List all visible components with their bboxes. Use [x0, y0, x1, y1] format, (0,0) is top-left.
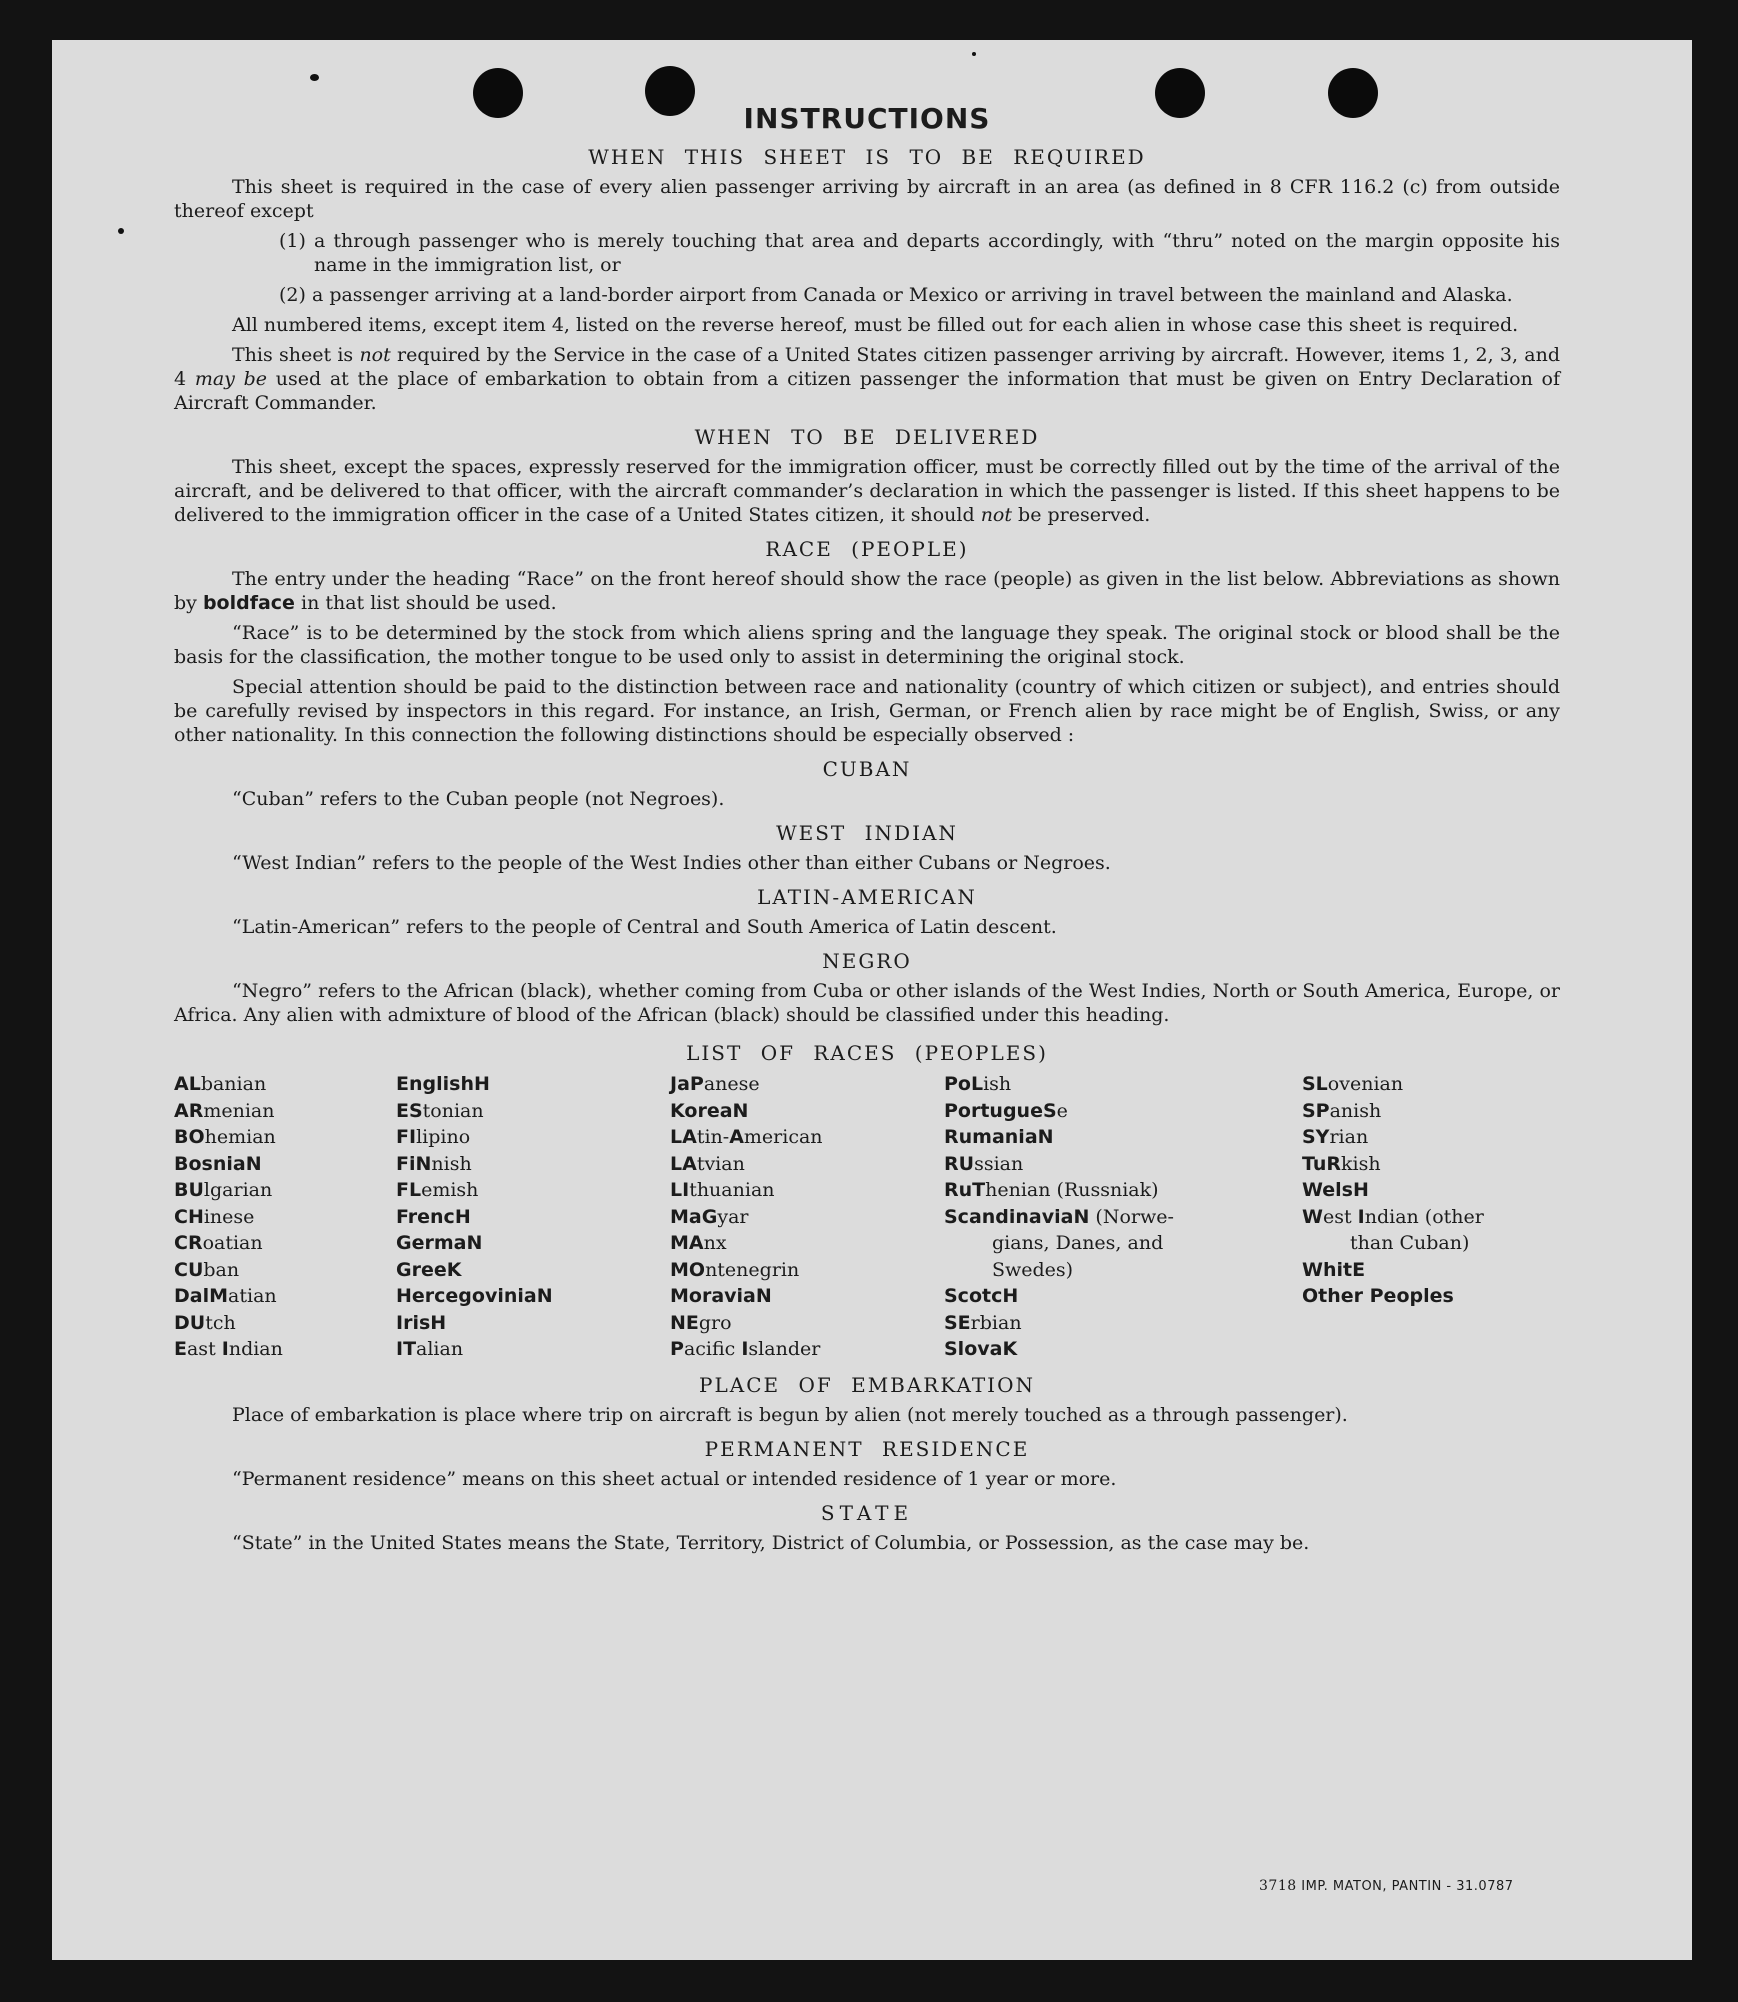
race-entry: RumaniaN	[944, 1126, 1054, 1148]
instructions-content	[174, 102, 1560, 1561]
heading-list-of-races: LIST OF RACES (PEOPLES)	[686, 1041, 1048, 1065]
race-entry: West Indian (other	[1302, 1205, 1484, 1228]
race-entry: FLemish	[396, 1179, 479, 1201]
race-entry: ScandinaviaN (Norwe-	[944, 1205, 1174, 1228]
paragraph: “Latin-American” refers to the people of Central and South America of Latin descent.	[232, 916, 1057, 938]
race-entry: DalMatian	[174, 1285, 277, 1307]
race-entry: IrisH	[396, 1311, 447, 1334]
race-entry: WelsH	[1302, 1179, 1369, 1201]
race-entry: FiNnish	[396, 1152, 472, 1175]
race-entry: DUtch	[174, 1311, 236, 1334]
paragraph: “Permanent residence” means on this sheet actual or intended residence of 1 year or more.	[232, 1467, 1117, 1490]
race-entry: FIlipino	[396, 1126, 471, 1148]
race-entry: JaPanese	[670, 1073, 760, 1095]
speck	[972, 52, 976, 56]
race-entry: East Indian	[174, 1338, 283, 1360]
race-entry: ScotcH	[944, 1285, 1019, 1307]
race-entry: ARmenian	[174, 1099, 275, 1122]
race-entry: MoraviaN	[670, 1285, 772, 1307]
race-entry: GermaN	[396, 1232, 483, 1254]
race-entry: TuRkish	[1302, 1152, 1381, 1175]
race-entry: LIthuanian	[670, 1179, 775, 1201]
heading-when-required: WHEN THIS SHEET IS TO BE REQUIRED	[588, 145, 1146, 169]
race-entry: LAtvian	[670, 1152, 745, 1175]
race-entry: BUlgarian	[174, 1179, 273, 1201]
race-column	[396, 1071, 670, 1363]
race-entry: FrencH	[396, 1205, 471, 1228]
heading-embarkation: PLACE OF EMBARKATION	[699, 1372, 1035, 1397]
page-title: INSTRUCTIONS	[743, 102, 991, 135]
race-entry: SPanish	[1302, 1099, 1382, 1122]
race-entry: NEgro	[670, 1311, 732, 1334]
paragraph: Special attention should be paid to the distinction between race and nationality (country of which citizen or subject), and entries should be carefully revised by inspectors in this regard. For instance, an Irish, German, or French alien by race might be of English, Swiss, or any other nationality. In this connection the following distinctions should be especially observed :	[174, 676, 1560, 746]
imprint-text: IMP. MATON, PANTIN - 31.0787	[1301, 1879, 1514, 1894]
race-entry: MAnx	[670, 1232, 727, 1254]
race-entry: GreeK	[396, 1258, 462, 1281]
speck	[118, 228, 124, 234]
race-entry: MOntenegrin	[670, 1258, 800, 1281]
race-entry: gians, Danes, and	[992, 1232, 1164, 1254]
race-entry: PoLish	[944, 1073, 1012, 1095]
printer-imprint	[1259, 1878, 1514, 1894]
form-number: 3718	[1259, 1878, 1297, 1894]
race-entry: HercegoviniaN	[396, 1285, 553, 1307]
heading-west-indian: WEST INDIAN	[776, 821, 958, 845]
race-entry: Pacific Islander	[670, 1338, 821, 1360]
race-entry: CHinese	[174, 1205, 255, 1228]
paragraph: “Cuban” refers to the Cuban people (not Negroes).	[232, 788, 725, 810]
paragraph: This sheet is not required by the Service in the case of a United States citizen passenger arriving by aircraft. However, items 1, 2, 3, and 4 may be used at the place of embarkation to obtain from a citizen passenger the information that must be given on Entry Declaration of Aircraft Commander.	[174, 344, 1560, 414]
race-column	[670, 1071, 944, 1363]
race-entry: SYrian	[1302, 1126, 1369, 1148]
race-entry: CRoatian	[174, 1232, 263, 1254]
race-entry: BOhemian	[174, 1126, 276, 1148]
race-entry: SLovenian	[1302, 1073, 1404, 1095]
race-list	[174, 1071, 1560, 1363]
race-entry: EStonian	[396, 1099, 484, 1122]
heading-when-delivered: WHEN TO BE DELIVERED	[694, 425, 1040, 449]
race-entry: ITalian	[396, 1338, 464, 1360]
list-item: (1) a through passenger who is merely touching that area and departs accordingly, with “thru” noted on the margin opposite his name in the immigration list, or	[279, 230, 1560, 276]
race-entry: than Cuban)	[1350, 1232, 1470, 1254]
paragraph: This sheet is required in the case of every alien passenger arriving by aircraft in an area (as defined in 8 CFR 116.2 (c) from outside thereof except	[174, 176, 1560, 222]
race-column	[1302, 1071, 1560, 1363]
speck	[310, 74, 319, 81]
heading-latin-american: LATIN-AMERICAN	[757, 885, 977, 909]
race-entry: BosniaN	[174, 1152, 262, 1175]
race-entry: EnglishH	[396, 1073, 490, 1095]
race-entry: RUssian	[944, 1152, 1024, 1175]
race-entry: SErbian	[944, 1311, 1022, 1334]
race-entry: Swedes)	[992, 1258, 1074, 1281]
paragraph: “State” in the United States means the State, Territory, District of Columbia, or Possession, as the case may be.	[232, 1531, 1310, 1554]
paragraph: The entry under the heading “Race” on the front hereof should show the race (people) as given in the list below. Abbreviations as shown by boldface in that list should be used.	[174, 568, 1560, 614]
race-entry: ALbanian	[174, 1073, 267, 1095]
race-entry: LAtin-American	[670, 1126, 823, 1148]
heading-state: STATE	[820, 1500, 914, 1525]
paragraph: Place of embarkation is place where trip on aircraft is begun by alien (not merely touched as a through passenger).	[232, 1403, 1348, 1426]
paragraph: “West Indian” refers to the people of the West Indies other than either Cubans or Negroes.	[232, 852, 1111, 874]
heading-permanent-residence: PERMANENT RESIDENCE	[704, 1436, 1030, 1461]
race-entry: SlovaK	[944, 1338, 1018, 1360]
paragraph: This sheet, except the spaces, expressly reserved for the immigration officer, must be correctly filled out by the time of the arrival of the aircraft, and be delivered to that officer, with the aircraft commander’s declaration in which the passenger is listed. If this sheet happens to be delivered to the immigration officer in the case of a United States citizen, it should not be preserved.	[174, 456, 1560, 526]
heading-negro: NEGRO	[822, 949, 912, 973]
document-sheet	[52, 40, 1692, 1960]
race-column	[174, 1071, 396, 1363]
race-entry: WhitE	[1302, 1258, 1366, 1281]
list-item: (2) a passenger arriving at a land-border airport from Canada or Mexico or arriving in travel between the mainland and Alaska.	[279, 284, 1513, 306]
heading-race: RACE (PEOPLE)	[765, 537, 969, 561]
race-entry: MaGyar	[670, 1205, 749, 1228]
race-column	[944, 1071, 1302, 1363]
race-entry: Other Peoples	[1302, 1285, 1454, 1307]
race-entry: CUban	[174, 1258, 240, 1281]
paragraph: “Negro” refers to the African (black), whether coming from Cuba or other islands of the West Indies, North or South America, Europe, or Africa. Any alien with admixture of blood of the African (black) should be classified under this heading.	[174, 980, 1560, 1026]
heading-cuban: CUBAN	[822, 757, 912, 781]
paragraph: “Race” is to be determined by the stock from which aliens spring and the language they speak. The original stock or blood shall be the basis for the classification, the mother tongue to be used only to assist in determining the original stock.	[174, 622, 1560, 668]
race-entry: RuThenian (Russniak)	[944, 1179, 1159, 1201]
race-entry: KoreaN	[670, 1099, 749, 1122]
paragraph: All numbered items, except item 4, listed on the reverse hereof, must be filled out for each alien in whose case this sheet is required.	[232, 314, 1519, 336]
race-entry: PortugueSe	[944, 1099, 1068, 1122]
